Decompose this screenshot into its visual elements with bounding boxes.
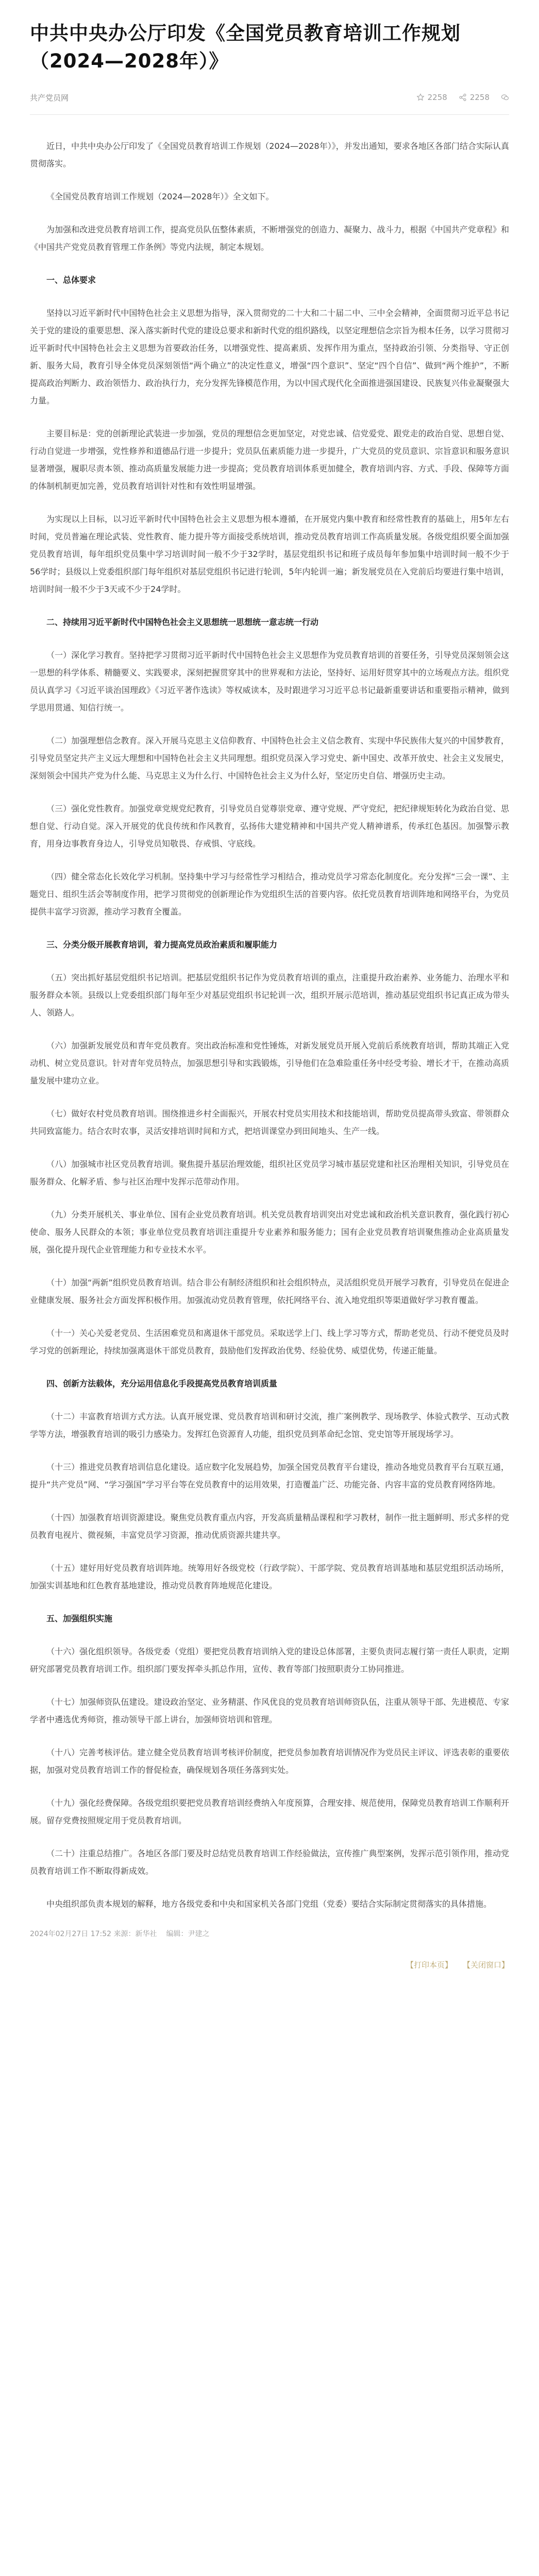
article-actions [30,1959,509,1970]
wechat-share-button[interactable] [501,93,509,101]
body-paragraph: 中央组织部负责本规划的解释，地方各级党委和中央和国家机关各部门党组（党委）要结合实际制定贯彻落实的具体措施。 [46,1899,492,1909]
section-heading: 二、持续用习近平新时代中国特色社会主义思想统一思想统一意志统一行动 [46,617,319,627]
share-icon [459,93,467,101]
article-footer-meta [30,1928,509,1939]
body-paragraph: （八）加强城市社区党员教育培训。聚焦提升基层治理效能，组织社区党员学习城市基层党建和社区治理相关知识，引导党员在服务群众、化解矛盾、参与社区治理中发挥示范带动作用。 [30,1159,509,1187]
favorite-button[interactable] [416,93,447,102]
body-paragraph: （十一）关心关爱老党员、生活困难党员和离退休干部党员。采取送学上门、线上学习等方式，帮助老党员、行动不便党员及时学习党的创新理论，持续加强离退休干部党员教育，鼓励他们发挥政治优势、经验优势、威望优势，传递正能量。 [30,1328,509,1355]
body-paragraph: （十三）推进党员教育培训信息化建设。适应数字化发展趋势，加强全国党员教育平台建设，推动各地党员教育平台互联互通，提升“共产党员”网、“学习强国”学习平台等在党员教育中的运用效果，打造覆盖广泛、功能完备、内容丰富的党员教育网络阵地。 [30,1462,509,1489]
body-paragraph: （十四）加强教育培训资源建设。聚焦党员教育重点内容，开发高质量精品课程和学习教材，制作一批主题鲜明、形式多样的党员教育电视片、微视频，丰富党员学习资源，推动优质资源共建共享。 [30,1513,509,1540]
body-paragraph: （七）做好农村党员教育培训。围绕推进乡村全面振兴，开展农村党员实用技术和技能培训，帮助党员提高带头致富、带领群众共同致富能力。结合农时农事，灵活安排培训时间和方式，把培训课堂办到田间地头、生产一线。 [30,1109,509,1136]
article-intro: 近日，中共中央办公厅印发了《全国党员教育培训工作规划（2024—2028年）》，并发出通知，要求各地区各部门结合实际认真贯彻落实。 [30,141,509,168]
editor-name: 编辑：尹建之 [166,1930,210,1938]
body-paragraph: （十）加强“两新”组织党员教育培训。结合非公有制经济组织和社会组织特点，灵活组织党员开展学习教育，引导党员在促进企业健康发展、服务社会方面发挥积极作用。加强流动党员教育管理，依托网络平台、流入地党组织等渠道做好学习教育覆盖。 [30,1278,509,1305]
article-title: 中共中央办公厅印发《全国党员教育培训工作规划（2024—2028年）》 [30,22,461,72]
body-paragraph: （十七）加强师资队伍建设。建设政治坚定、业务精湛、作风优良的党员教育培训师资队伍，注重从领导干部、先进模范、专家学者中遴选优秀师资，推动领导干部上讲台，加强师资培训和管理。 [30,1697,509,1724]
article-intro-secondary: 《全国党员教育培训工作规划（2024—2028年）》全文如下。 [46,192,274,201]
body-paragraph: （十六）强化组织领导。各级党委（党组）要把党员教育培训纳入党的建设总体部署，主要负责同志履行第一责任人职责，定期研究部署党员教育培训工作。组织部门要发挥牵头抓总作用，宣传、教育等部门按照职责分工协同推进。 [30,1647,509,1674]
body-paragraph: （四）健全常态化长效化学习机制。坚持集中学习与经常性学习相结合，推动党员学习常态化制度化。充分发挥“三会一课”、主题党日、组织生活会等制度作用，把学习贯彻党的创新理论作为党组织生活的首要内容。依托党员教育培训阵地和网络平台，为党员提供丰富学习资源，推动学习教育全覆盖。 [30,872,509,917]
body-paragraph: （一）深化学习教育。坚持把学习贯彻习近平新时代中国特色社会主义思想作为党员教育培训的首要任务，引导党员深刻领会这一思想的科学体系、精髓要义、实践要求，深刻把握贯穿其中的世界观和方法论，坚持好、运用好贯穿其中的立场观点方法。组织党员认真学习《习近平谈治国理政》《习近平著作选读》等权威读本，及时跟进学习习近平总书记最新重要讲话和重要指示精神，做到学思用贯通、知信行统一。 [30,650,509,713]
body-paragraph: （十五）建好用好党员教育培训阵地。统筹用好各级党校（行政学院）、干部学院、党员教育培训基地和基层党组织活动场所，加强实训基地和红色教育基地建设，推动党员教育阵地规范化建设。 [30,1563,509,1590]
body-paragraph: （九）分类开展机关、事业单位、国有企业党员教育培训。机关党员教育培训突出对党忠诚和政治机关意识教育，强化践行初心使命、服务人民群众的本领；事业单位党员教育培训注重提升专业素养和服务能力；国有企业党员教育培训聚焦推动企业高质量发展，强化提升现代企业管理能力和专业技术水平。 [30,1210,509,1255]
star-icon [416,93,425,101]
body-paragraph: （二）加强理想信念教育。深入开展马克思主义信仰教育、中国特色社会主义信念教育、实现中华民族伟大复兴的中国梦教育，引导党员坚定共产主义远大理想和中国特色社会主义共同理想。组织党员深入学习党史、新中国史、改革开放史、社会主义发展史，深刻领会中国共产党为什么能、马克思主义为什么行、中国特色社会主义为什么好，坚定历史自信、增强历史主动。 [30,736,509,781]
article-source: 共产党员网 [30,93,69,103]
section-heading: 三、分类分级开展教育培训，着力提高党员政治素质和履职能力 [46,940,278,950]
body-paragraph: 为实现以上目标，以习近平新时代中国特色社会主义思想为根本遵循，在开展党内集中教育和经常性教育的基础上，用5年左右时间，党员普遍在理论武装、党性教育、能力提升等方面接受系统培训，推动党员教育培训工作高质量发展。各级党组织要全面加强党员教育培训，每年组织党员集中学习培训时间一般不少于32学时，基层党组织书记和班子成员每年参加集中培训时间一般不少于56学时；县级以上党委组织部门每年组织对基层党组织书记进行轮训，5年内轮训一遍；新发展党员在入党前后均要进行集中培训，培训时间一般不少于3天或不少于24学时。 [30,514,509,594]
body-paragraph: （十二）丰富教育培训方式方法。认真开展党课、党员教育培训和研讨交流，推广案例教学、现场教学、体验式教学、互动式教学等方法，增强教育培训的吸引力感染力。发挥红色资源育人功能，组织党员到革命纪念馆、党史馆等开展现场学习。 [30,1412,509,1439]
publish-date: 2024年02月27日 17:52 来源：新华社 [30,1930,157,1938]
article-body [0,115,539,1913]
wechat-icon [501,93,509,101]
body-paragraph: 主要目标是：党的创新理论武装进一步加强，党员的理想信念更加坚定，对党忠诚、信党爱党、跟党走的政治自觉、思想自觉、行动自觉进一步增强，党性修养和道德品行进一步提升；党员队伍素质能力进一步提升，广大党员的党员意识、宗旨意识和服务意识显著增强，履职尽责本领、推动高质量发展能力进一步提高；党员教育培训体系更加健全，教育培训内容、方式、手段、保障等方面的体制机制更加完善，党员教育培训针对性和有效性明显增强。 [30,429,509,491]
body-paragraph: （十九）强化经费保障。各级党组织要把党员教育培训经费纳入年度预算，合理安排、规范使用，保障党员教育培训工作顺利开展。留存党费按照规定用于党员教育培训。 [30,1798,509,1825]
share-count: 2258 [469,93,490,102]
body-paragraph: （十八）完善考核评估。建立健全党员教育培训考核评价制度，把党员参加教育培训情况作为党员民主评议、评选表彰的重要依据，加强对党员教育培训工作的督促检查，确保规划各项任务落到实处。 [30,1748,509,1775]
close-window-button[interactable]: 【关闭窗口】 [462,1960,509,1970]
body-paragraph: （三）强化党性教育。加强党章党规党纪教育，引导党员自觉尊崇党章、遵守党规、严守党纪，把纪律规矩转化为政治自觉、思想自觉、行动自觉。深入开展党的优良传统和作风教育，弘扬伟大建党精神和中国共产党人精神谱系，传承红色基因。加强警示教育，用身边事教育身边人，引导党员知敬畏、存戒惧、守底线。 [30,804,509,849]
body-paragraph: （五）突出抓好基层党组织书记培训。把基层党组织书记作为党员教育培训的重点，注重提升政治素养、业务能力、治理水平和服务群众本领。县级以上党委组织部门每年至少对基层党组织书记轮训一次，组织开展示范培训，推动基层党组织书记真正成为带头人、领路人。 [30,973,509,1018]
section-heading: 四、创新方法载体，充分运用信息化手段提高党员教育培训质量 [46,1379,278,1388]
share-group [416,93,509,102]
section-heading: 五、加强组织实施 [46,1614,113,1623]
body-paragraph: 坚持以习近平新时代中国特色社会主义思想为指导，深入贯彻党的二十大和二十届二中、三中全会精神，全面贯彻习近平总书记关于党的建设的重要思想、深入落实新时代党的建设总要求和新时代党的组织路线，以坚定理想信念宗旨为根本任务，以学习贯彻习近平新时代中国特色社会主义思想为首要政治任务，以增强党性、提高素质、发挥作用为重点，坚持政治引领、分类指导、守正创新、服务大局，教育引导全体党员深刻领悟“两个确立”的决定性意义，增强“四个意识”、坚定“四个自信”、做到“两个维护”，不断提高政治判断力、政治领悟力、政治执行力，充分发挥先锋模范作用，为以中国式现代化全面推进强国建设、民族复兴伟业凝聚强大力量。 [30,308,509,405]
share-button[interactable] [459,93,490,102]
print-button[interactable]: 【打印本页】 [406,1960,452,1970]
article-meta-row [30,90,509,105]
body-paragraph: （二十）注重总结推广。各地区各部门要及时总结党员教育培训工作经验做法，宣传推广典型案例，发挥示范引领作用，推动党员教育培训工作不断取得新成效。 [30,1849,509,1876]
body-paragraph: 为加强和改进党员教育培训工作，提高党员队伍整体素质，不断增强党的创造力、凝聚力、战斗力，根据《中国共产党章程》和《中国共产党党员教育管理工作条例》等党内法规，制定本规划。 [30,225,509,252]
body-paragraph: （六）加强新发展党员和青年党员教育。突出政治标准和党性锤炼，对新发展党员开展入党前后系统教育培训，帮助其端正入党动机、树立党员意识。针对青年党员特点，加强思想引导和实践锻炼，引导他们在急难险重任务中经受考验、增长才干，在推动高质量发展中建功立业。 [30,1041,509,1086]
favorite-count: 2258 [427,93,447,102]
section-heading: 一、总体要求 [46,275,96,285]
